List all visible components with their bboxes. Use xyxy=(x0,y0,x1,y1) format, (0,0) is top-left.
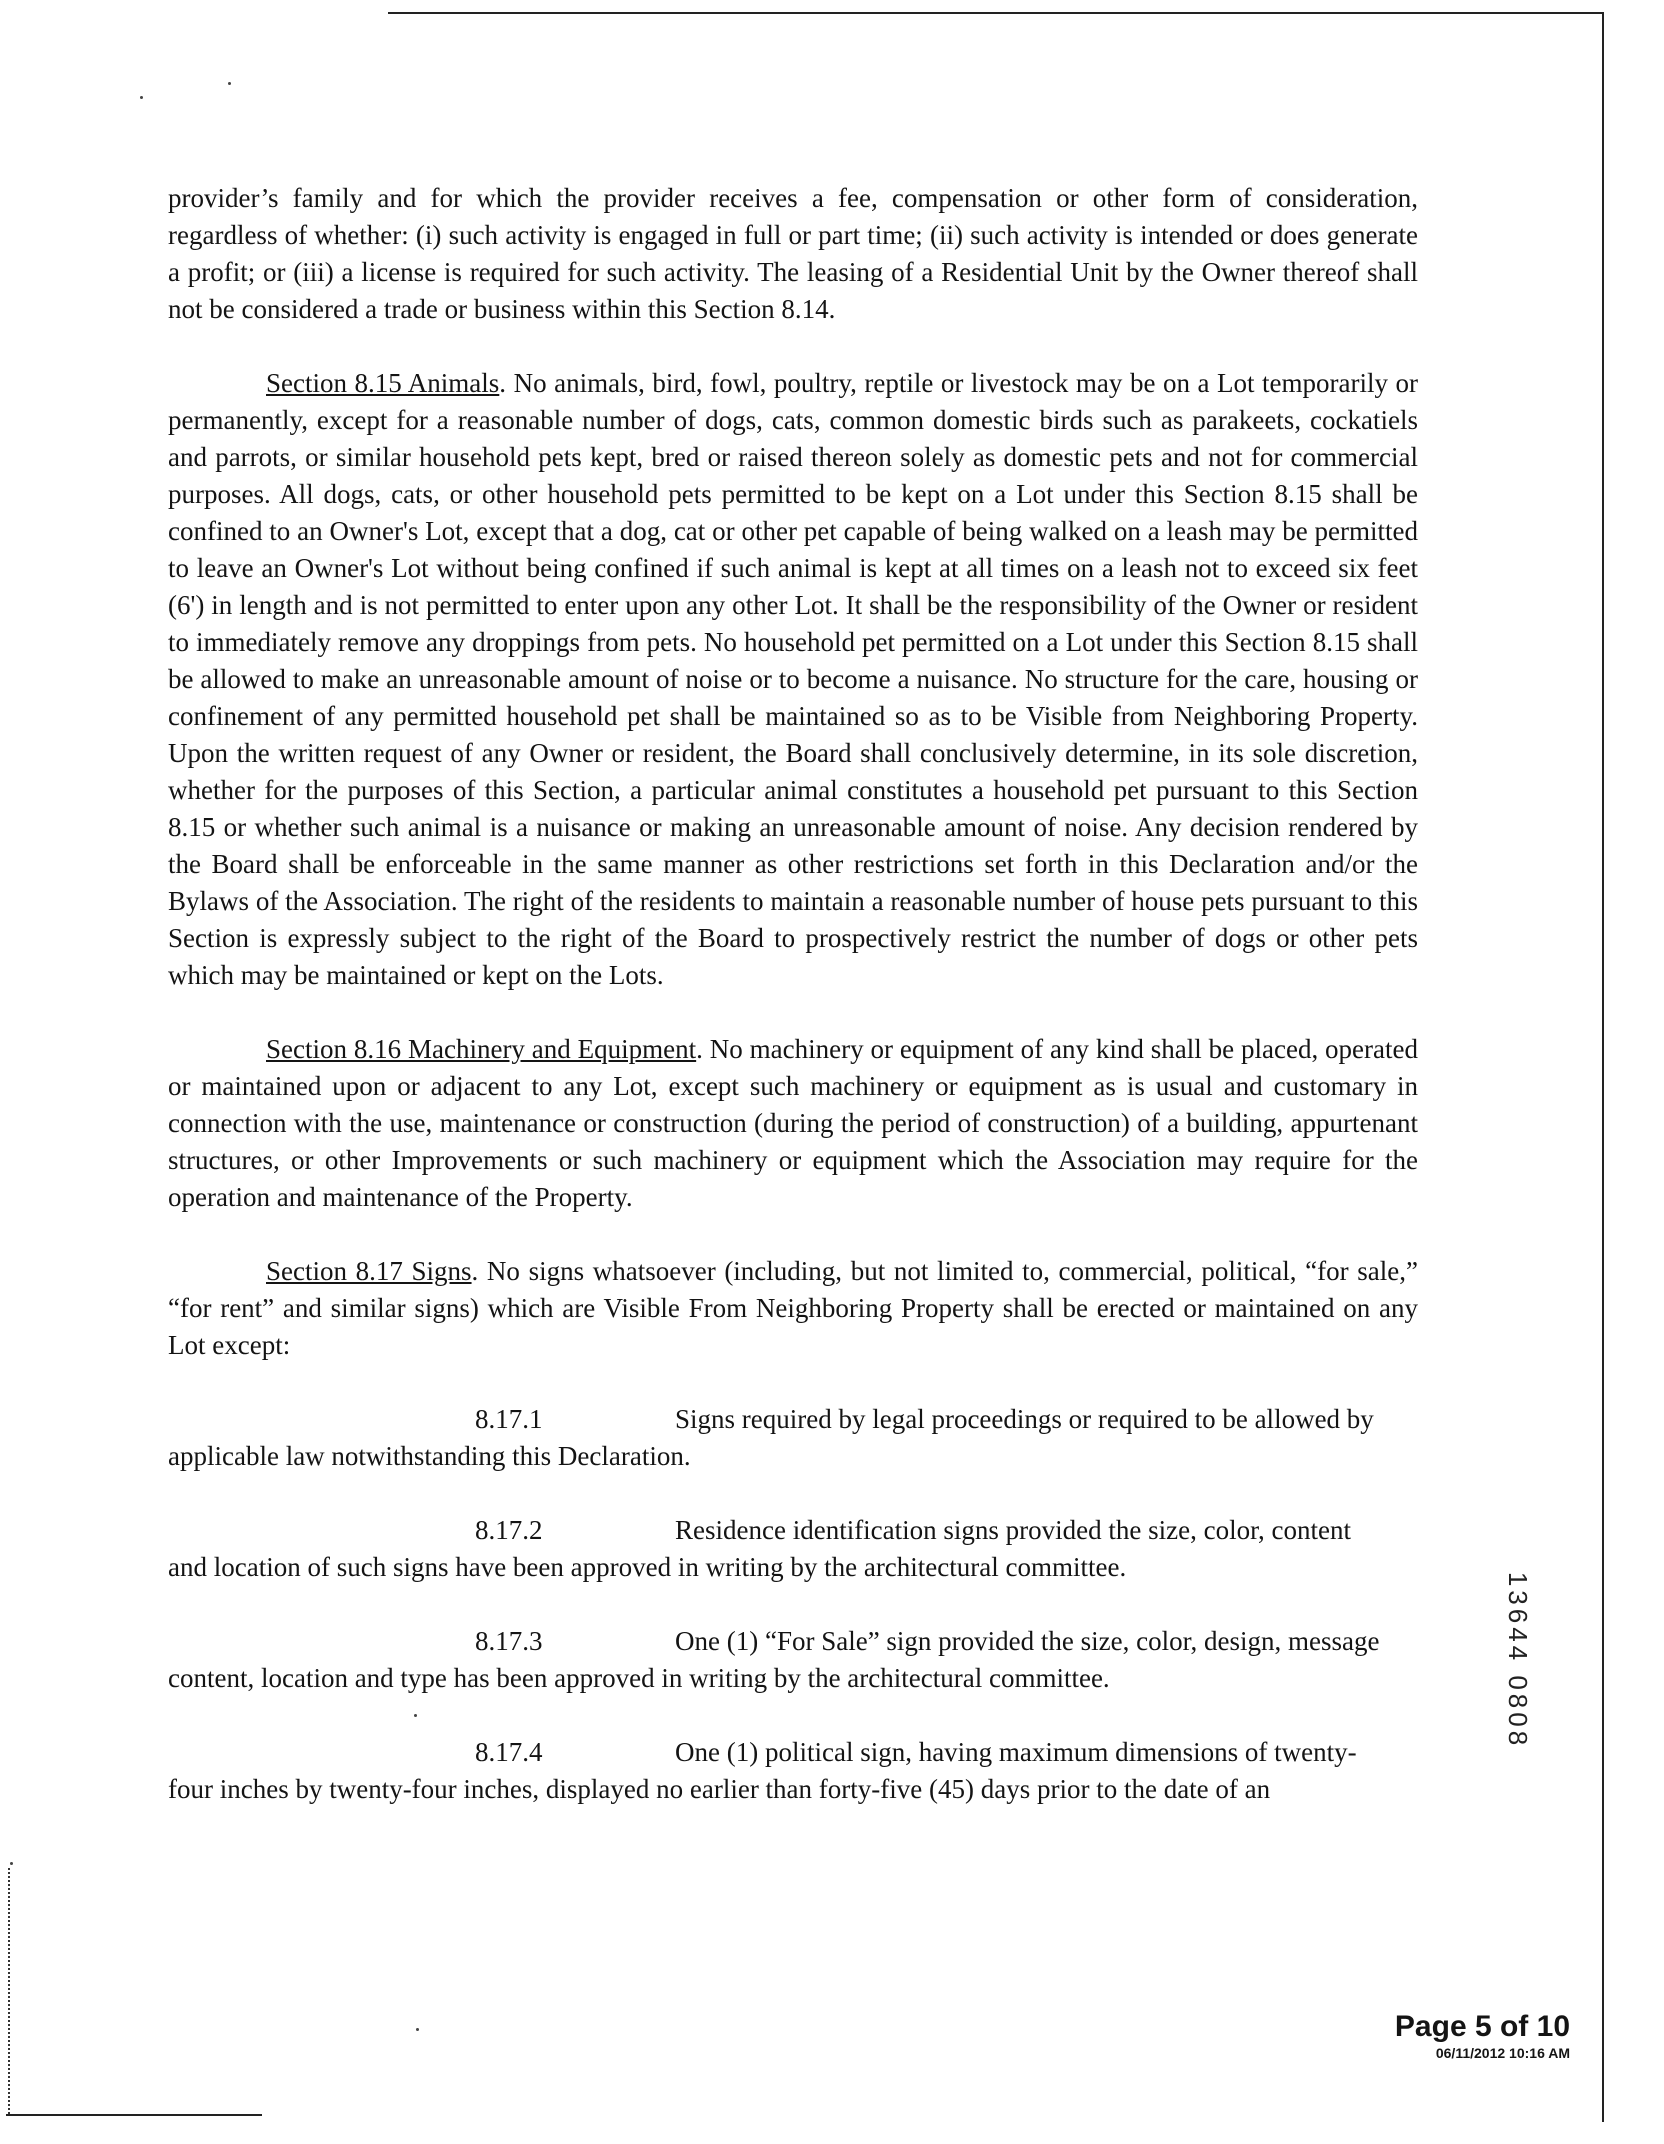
list-item xyxy=(168,1623,1418,1697)
list-item xyxy=(168,1734,1418,1808)
list-item xyxy=(168,1512,1418,1586)
item-first-line: One (1) “For Sale” sign provided the size, color, design, message xyxy=(675,1626,1380,1656)
right-border-line xyxy=(1602,12,1604,2122)
page-number-label: Page 5 of 10 xyxy=(1394,2010,1570,2043)
section-8-15-paragraph xyxy=(168,365,1418,994)
top-border-line xyxy=(388,12,1604,14)
scan-speck xyxy=(10,1862,13,1865)
item-continuation: applicable law notwithstanding this Declaration. xyxy=(168,1441,691,1471)
section-8-16-heading: Section 8.16 Machinery and Equipment xyxy=(266,1034,697,1064)
document-page xyxy=(168,180,1418,1845)
item-number: 8.17.3 xyxy=(475,1626,543,1656)
section-8-15-heading: Section 8.15 Animals xyxy=(266,368,500,398)
print-timestamp: 06/11/2012 10:16 AM xyxy=(1435,2045,1570,2061)
item-continuation: and location of such signs have been approved in writing by the architectural committee. xyxy=(168,1552,1127,1582)
scan-speck xyxy=(140,96,143,99)
section-8-16-paragraph xyxy=(168,1031,1418,1216)
item-first-line: Residence identification signs provided the size, color, content xyxy=(675,1515,1351,1545)
list-item xyxy=(168,1401,1418,1475)
section-8-17-heading: Section 8.17 Signs xyxy=(266,1256,472,1286)
item-number: 8.17.2 xyxy=(475,1515,543,1545)
intro-paragraph: provider’s family and for which the provider receives a fee, compensation or other form of consideration, regardless of whether: (i) such activity is engaged in full or part time; (ii) such activity is intended or does generate a profit; or (iii) a license is required for such activity. The leasing of a Residential Unit by the Owner thereof shall not be considered a trade or business within this Section 8.14. xyxy=(168,183,1418,324)
margin-stamp-text: 13644 0808 xyxy=(1503,1571,1534,1749)
item-number: 8.17.1 xyxy=(475,1404,543,1434)
margin-recording-stamp xyxy=(1498,1530,1538,1790)
section-8-16-text: . No machinery or equipment of any kind shall be placed, operated or maintained upon or adjacent to any Lot, except such machinery or equipment as is usual and customary in connection with the use, maintenance or construction (during the period of construction) of a building, appurtenant structures, or other Improvements or such machinery or equipment which the Association may require for the operation and maintenance of the Property. xyxy=(168,1034,1419,1212)
scan-speck xyxy=(416,2028,419,2031)
section-8-17-text: . No signs whatsoever (including, but not limited to, commercial, political, “for sale,” “for rent” and similar signs) which are Visible From Neighboring Property shall be erected or maintained on any Lot except: xyxy=(168,1256,1418,1360)
item-continuation: four inches by twenty-four inches, displayed no earlier than forty-five (45) days prior to the date of an xyxy=(168,1774,1271,1804)
item-number: 8.17.4 xyxy=(475,1737,543,1767)
scan-speck xyxy=(228,82,231,85)
bottom-left-border-line xyxy=(6,2114,262,2116)
item-continuation: content, location and type has been approved in writing by the architectural committee. xyxy=(168,1663,1110,1693)
section-8-15-text: . No animals, bird, fowl, poultry, reptile or livestock may be on a Lot temporarily or permanently, except for a reasonable number of dogs, cats, common domestic birds such as parakeets, cockatiels and parrots, or similar household pets kept, bred or raised thereon solely as domestic pets and not for commercial purposes. All dogs, cats, or other household pets permitted to be kept on a Lot under this Section 8.15 shall be confined to an Owner's Lot, except that a dog, cat or other pet capable of being walked on a leash may be permitted to leave an Owner's Lot without being confined if such animal is kept at all times on a leash not to exceed six feet (6') in length and is not permitted to enter upon any other Lot. It shall be the responsibility of the Owner or resident to immediately remove any droppings from pets. No household pet permitted on a Lot under this Section 8.15 shall be allowed to make an unreasonable amount of noise or to become a nuisance. No structure for the care, housing or confinement of any permitted household pet shall be maintained so as to be Visible from Neighboring Property. Upon the written request of any Owner or resident, the Board shall conclusively determine, in its sole discretion, whether for the purposes of this Section, a particular animal constitutes a household pet pursuant to this Section 8.15 or whether such animal is a nuisance or making an unreasonable amount of noise. Any decision rendered by the Board shall be enforceable in the same manner as other restrictions set forth in this Declaration and/or the Bylaws of the Association. The right of the residents to maintain a reasonable number of house pets pursuant to this Section is expressly subject to the right of the Board to prospectively restrict the number of dogs or other pets which may be maintained or kept on the Lots. xyxy=(168,368,1418,990)
section-8-17-paragraph xyxy=(168,1253,1418,1364)
left-margin-dotted-line xyxy=(8,1868,10,2114)
item-first-line: Signs required by legal proceedings or required to be allowed by xyxy=(675,1404,1374,1434)
item-first-line: One (1) political sign, having maximum dimensions of twenty- xyxy=(675,1737,1357,1767)
page-footer xyxy=(1380,2010,1570,2062)
